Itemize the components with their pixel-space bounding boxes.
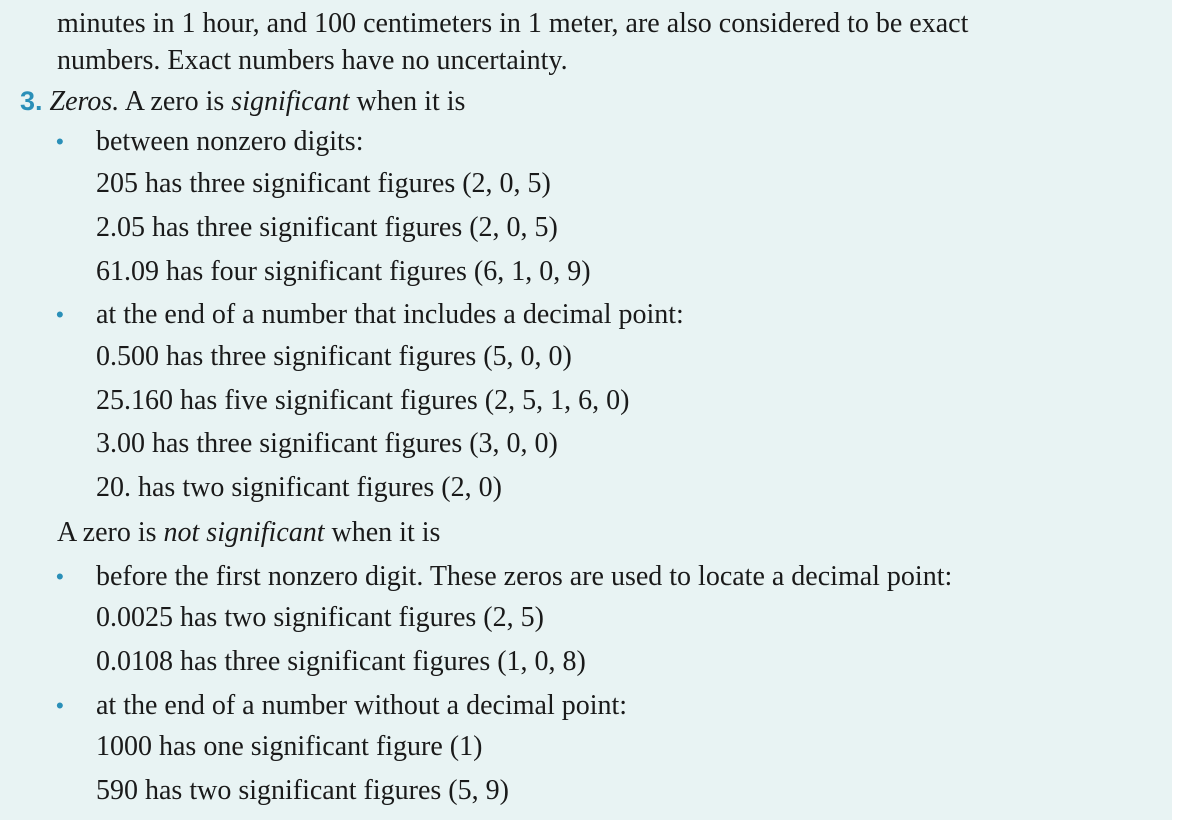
rule-number: 3.: [20, 86, 43, 116]
bullet-icon: •: [56, 693, 64, 718]
bullet-icon: •: [56, 129, 64, 154]
rule-3-heading: [20, 83, 465, 120]
example-line: 0.0025 has two significant figures (2, 5): [96, 602, 544, 633]
rule-lead-b: when it is: [349, 86, 466, 117]
example-line: 3.00 has three significant figures (3, 0, 0): [96, 428, 558, 459]
rule-lead-emphasis: significant: [231, 86, 350, 117]
case-heading-between-nonzero: between nonzero digits:: [96, 126, 364, 157]
example-line: 205 has three significant figures (2, 0, 5): [96, 168, 551, 199]
intro-line-2: numbers. Exact numbers have no uncertainty.: [57, 45, 568, 76]
example-line: 590 has two significant figures (5, 9): [96, 775, 509, 806]
rule-title: Zeros.: [49, 86, 120, 117]
example-line: 0.0108 has three significant figures (1, 0, 8): [96, 646, 586, 677]
not-significant-emphasis: not significant: [163, 517, 325, 548]
case-heading-trailing-no-decimal: at the end of a number without a decimal point:: [96, 690, 628, 721]
rule-lead-a: A zero is: [119, 86, 232, 117]
not-significant-lead-a: A zero is: [57, 517, 164, 548]
example-line: 2.05 has three significant figures (2, 0, 5): [96, 212, 558, 243]
bullet-icon: •: [56, 302, 64, 327]
intro-line-1: minutes in 1 hour, and 100 centimeters in 1 meter, are also considered to be exact: [57, 8, 969, 39]
not-significant-lead-b: when it is: [324, 517, 441, 548]
example-line: 20. has two significant figures (2, 0): [96, 472, 502, 503]
bullet-icon: •: [56, 564, 64, 589]
example-line: 25.160 has five significant figures (2, 5, 1, 6, 0): [96, 385, 630, 416]
case-heading-trailing-with-decimal: at the end of a number that includes a decimal point:: [96, 299, 684, 330]
example-line: 1000 has one significant figure (1): [96, 731, 483, 762]
example-line: 0.500 has three significant figures (5, 0, 0): [96, 341, 572, 372]
not-significant-lead: [57, 515, 440, 551]
example-line: 61.09 has four significant figures (6, 1, 0, 9): [96, 256, 591, 287]
case-heading-leading-zeros: before the first nonzero digit. These zeros are used to locate a decimal point:: [96, 561, 953, 592]
